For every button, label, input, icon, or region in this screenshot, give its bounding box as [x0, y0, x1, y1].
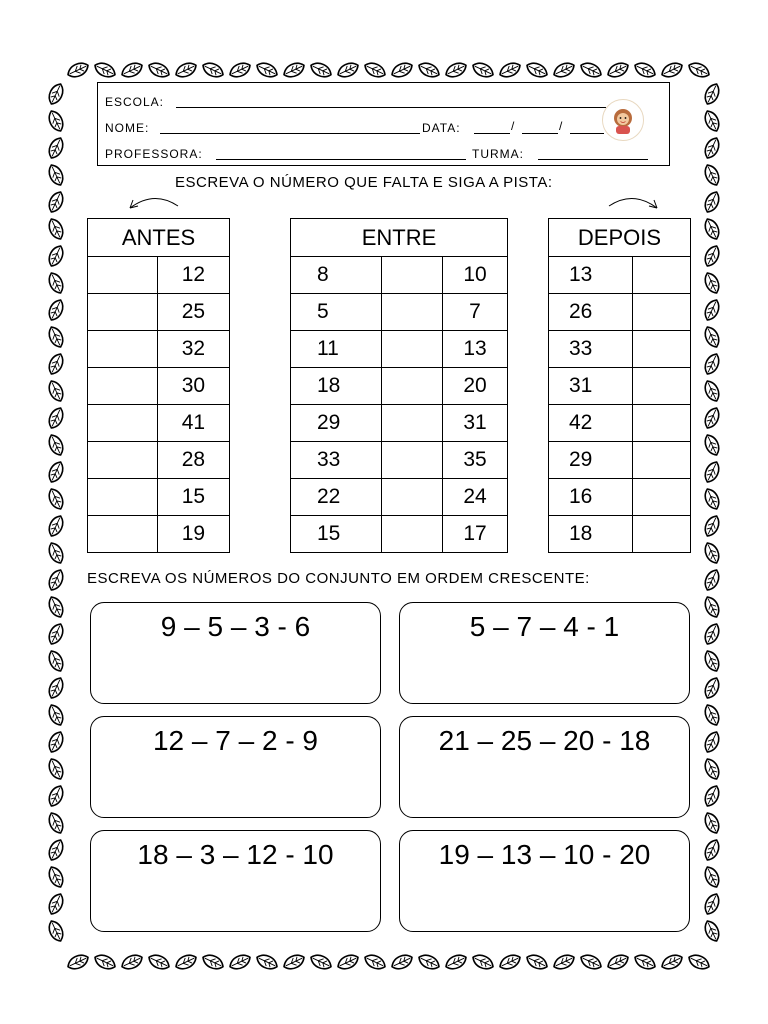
leaf-icon: [119, 60, 144, 80]
leaf-icon: [702, 675, 722, 700]
depois-row: [549, 368, 691, 405]
antes-number: 32: [157, 331, 229, 368]
entre-answer-cell[interactable]: [381, 294, 442, 331]
leaf-icon: [335, 952, 360, 972]
antes-row: [88, 442, 230, 479]
leaf-icon: [659, 60, 684, 80]
depois-row: [549, 516, 691, 553]
leaf-icon: [227, 60, 252, 80]
leaf-icon: [46, 702, 66, 727]
leaf-icon: [46, 783, 66, 808]
antes-number: 30: [157, 368, 229, 405]
leaf-icon: [702, 729, 722, 754]
depois-title: DEPOIS: [549, 219, 691, 257]
antes-title: ANTES: [88, 219, 230, 257]
entre-first-number: 11: [291, 331, 382, 368]
antes-number: 41: [157, 405, 229, 442]
leaf-icon: [92, 952, 117, 972]
depois-answer-cell[interactable]: [632, 479, 690, 516]
leaf-icon: [146, 60, 171, 80]
antes-row: [88, 516, 230, 553]
antes-answer-cell[interactable]: [88, 331, 158, 368]
entre-first-number: 29: [291, 405, 382, 442]
data-label: DATA:: [422, 121, 461, 135]
antes-row: [88, 368, 230, 405]
data-sep-1: /: [511, 119, 516, 133]
leaf-icon: [46, 567, 66, 592]
depois-row: [549, 257, 691, 294]
nome-field[interactable]: [160, 133, 420, 134]
data-day-field[interactable]: [474, 133, 510, 134]
leaf-icon: [46, 270, 66, 295]
leaf-icon: [702, 756, 722, 781]
entre-row: [291, 331, 508, 368]
leaf-icon: [254, 60, 279, 80]
leaf-icon: [443, 952, 468, 972]
leaf-icon: [702, 702, 722, 727]
leaf-icon: [46, 540, 66, 565]
antes-table: [87, 218, 230, 553]
entre-second-number: 7: [443, 294, 508, 331]
leaf-icon: [497, 60, 522, 80]
antes-answer-cell[interactable]: [88, 294, 158, 331]
instruction-missing-number: ESCREVA O NÚMERO QUE FALTA E SIGA A PISTA:: [175, 174, 553, 191]
antes-answer-cell[interactable]: [88, 442, 158, 479]
depois-answer-cell[interactable]: [632, 442, 690, 479]
depois-answer-cell[interactable]: [632, 294, 690, 331]
entre-first-number: 22: [291, 479, 382, 516]
antes-row: [88, 331, 230, 368]
instruction-ascending-order: ESCREVA OS NÚMEROS DO CONJUNTO EM ORDEM CRESCENTE:: [87, 570, 590, 587]
antes-answer-cell[interactable]: [88, 479, 158, 516]
leaf-icon: [46, 405, 66, 430]
leaf-icon: [46, 594, 66, 619]
leaf-icon: [46, 135, 66, 160]
entre-second-number: 24: [443, 479, 508, 516]
antes-answer-cell[interactable]: [88, 405, 158, 442]
leaf-icon: [443, 60, 468, 80]
depois-row: [549, 331, 691, 368]
entre-first-number: 33: [291, 442, 382, 479]
set-box-6[interactable]: [399, 830, 690, 932]
set-numbers-6: 19 – 13 – 10 - 20: [438, 839, 651, 870]
antes-answer-cell[interactable]: [88, 257, 158, 294]
depois-table: [548, 218, 691, 553]
professora-label: PROFESSORA:: [105, 147, 203, 161]
entre-answer-cell[interactable]: [381, 331, 442, 368]
leaf-icon: [46, 810, 66, 835]
arrow-left-icon: [120, 192, 182, 218]
leaf-icon: [702, 486, 722, 511]
leaf-icon: [632, 952, 657, 972]
data-sep-2: /: [559, 119, 564, 133]
leaf-icon: [227, 952, 252, 972]
depois-number: 18: [549, 516, 633, 553]
leaf-icon: [46, 648, 66, 673]
leaf-icon: [46, 81, 66, 106]
leaf-icon: [702, 432, 722, 457]
set-numbers-3: 12 – 7 – 2 - 9: [152, 725, 318, 756]
antes-number: 15: [157, 479, 229, 516]
depois-row: [549, 479, 691, 516]
leaf-icon: [702, 648, 722, 673]
entre-row: [291, 442, 508, 479]
entre-answer-cell[interactable]: [381, 257, 442, 294]
depois-row: [549, 405, 691, 442]
leaf-icon: [46, 621, 66, 646]
leaf-icon: [702, 243, 722, 268]
depois-row: [549, 294, 691, 331]
entre-row: [291, 368, 508, 405]
leaf-icon: [702, 351, 722, 376]
entre-row: [291, 294, 508, 331]
set-numbers-4: 21 – 25 – 20 - 18: [438, 725, 651, 756]
leaf-icon: [702, 621, 722, 646]
leaf-icon: [702, 108, 722, 133]
leaf-icon: [702, 378, 722, 403]
antes-row: [88, 479, 230, 516]
depois-number: 26: [549, 294, 633, 331]
entre-answer-cell[interactable]: [381, 479, 442, 516]
leaf-icon: [416, 952, 441, 972]
leaf-icon: [702, 594, 722, 619]
leaf-icon: [46, 513, 66, 538]
leaf-icon: [46, 756, 66, 781]
leaf-icon: [470, 60, 495, 80]
entre-title: ENTRE: [291, 219, 508, 257]
leaf-icon: [702, 81, 722, 106]
leaf-icon: [702, 135, 722, 160]
depois-number: 31: [549, 368, 633, 405]
depois-answer-cell[interactable]: [632, 516, 690, 553]
leaf-icon: [702, 891, 722, 916]
leaf-icon: [389, 60, 414, 80]
leaf-icon: [702, 567, 722, 592]
leaf-icon: [200, 60, 225, 80]
leaf-icon: [389, 952, 414, 972]
antes-row: [88, 294, 230, 331]
leaf-icon: [46, 351, 66, 376]
leaf-icon: [173, 60, 198, 80]
leaf-icon: [46, 297, 66, 322]
depois-answer-cell[interactable]: [632, 405, 690, 442]
depois-answer-cell[interactable]: [632, 331, 690, 368]
entre-second-number: 20: [443, 368, 508, 405]
leaf-icon: [46, 837, 66, 862]
entre-answer-cell[interactable]: [381, 405, 442, 442]
set-box-2[interactable]: [399, 602, 690, 704]
entre-row: [291, 516, 508, 553]
leaf-icon: [702, 297, 722, 322]
leaf-icon: [686, 952, 711, 972]
depois-number: 42: [549, 405, 633, 442]
leaf-icon: [702, 162, 722, 187]
leaf-icon: [702, 189, 722, 214]
leaf-icon: [702, 783, 722, 808]
leaf-icon: [578, 952, 603, 972]
leaf-icon: [551, 60, 576, 80]
turma-label: TURMA:: [472, 147, 524, 161]
leaf-icon: [659, 952, 684, 972]
leaf-icon: [46, 243, 66, 268]
depois-number: 33: [549, 331, 633, 368]
leaf-icon: [362, 952, 387, 972]
leaf-icon: [702, 216, 722, 241]
entre-second-number: 10: [443, 257, 508, 294]
leaf-icon: [46, 729, 66, 754]
leaf-icon: [46, 378, 66, 403]
leaf-icon: [254, 952, 279, 972]
data-year-field[interactable]: [570, 133, 604, 134]
leaf-icon: [605, 60, 630, 80]
antes-answer-cell[interactable]: [88, 368, 158, 405]
leaf-icon: [46, 918, 66, 943]
leaf-icon: [605, 952, 630, 972]
entre-first-number: 5: [291, 294, 382, 331]
leaf-icon: [702, 405, 722, 430]
entre-second-number: 13: [443, 331, 508, 368]
antes-number: 25: [157, 294, 229, 331]
depois-number: 13: [549, 257, 633, 294]
leaf-icon: [46, 216, 66, 241]
leaf-icon: [46, 108, 66, 133]
leaf-icon: [46, 459, 66, 484]
entre-first-number: 8: [291, 257, 382, 294]
data-month-field[interactable]: [522, 133, 558, 134]
leaf-icon: [686, 60, 711, 80]
leaf-icon: [65, 952, 90, 972]
set-box-5[interactable]: [90, 830, 381, 932]
leaf-icon: [702, 918, 722, 943]
entre-second-number: 17: [443, 516, 508, 553]
entre-first-number: 18: [291, 368, 382, 405]
entre-answer-cell[interactable]: [381, 368, 442, 405]
antes-row: [88, 405, 230, 442]
leaf-icon: [702, 270, 722, 295]
leaf-icon: [702, 459, 722, 484]
set-box-3[interactable]: [90, 716, 381, 818]
leaf-icon: [702, 540, 722, 565]
antes-number: 28: [157, 442, 229, 479]
leaf-icon: [702, 324, 722, 349]
leaf-icon: [281, 952, 306, 972]
escola-label: ESCOLA:: [105, 95, 165, 109]
turma-field[interactable]: [538, 159, 648, 160]
entre-row: [291, 257, 508, 294]
leaf-icon: [46, 189, 66, 214]
entre-answer-cell[interactable]: [381, 516, 442, 553]
nome-label: NOME:: [105, 121, 150, 135]
leaf-icon: [632, 60, 657, 80]
escola-field[interactable]: [176, 107, 606, 108]
entre-first-number: 15: [291, 516, 382, 553]
depois-answer-cell[interactable]: [632, 257, 690, 294]
leaf-icon: [551, 952, 576, 972]
leaf-icon: [362, 60, 387, 80]
entre-table: [290, 218, 508, 553]
leaf-icon: [702, 513, 722, 538]
entre-second-number: 35: [443, 442, 508, 479]
entre-answer-cell[interactable]: [381, 442, 442, 479]
leaf-icon: [335, 60, 360, 80]
antes-row: [88, 257, 230, 294]
leaf-icon: [46, 162, 66, 187]
set-numbers-5: 18 – 3 – 12 - 10: [137, 839, 334, 870]
professora-field[interactable]: [216, 159, 466, 160]
leaf-icon: [578, 60, 603, 80]
leaf-icon: [119, 952, 144, 972]
set-numbers-1: 9 – 5 – 3 - 6: [160, 611, 311, 642]
leaf-icon: [702, 810, 722, 835]
leaf-icon: [46, 432, 66, 457]
leaf-icon: [702, 837, 722, 862]
depois-row: [549, 442, 691, 479]
logo-image: [602, 99, 644, 141]
leaf-icon: [497, 952, 522, 972]
set-box-1[interactable]: [90, 602, 381, 704]
entre-row: [291, 479, 508, 516]
depois-answer-cell[interactable]: [632, 368, 690, 405]
depois-number: 29: [549, 442, 633, 479]
leaf-icon: [46, 864, 66, 889]
leaf-icon: [308, 60, 333, 80]
leaf-icon: [46, 324, 66, 349]
leaf-icon: [524, 60, 549, 80]
set-box-4[interactable]: [399, 716, 690, 818]
leaf-icon: [46, 675, 66, 700]
leaf-icon: [281, 60, 306, 80]
leaf-icon: [416, 60, 441, 80]
antes-number: 19: [157, 516, 229, 553]
leaf-icon: [173, 952, 198, 972]
leaf-icon: [146, 952, 171, 972]
leaf-icon: [470, 952, 495, 972]
depois-number: 16: [549, 479, 633, 516]
leaf-icon: [308, 952, 333, 972]
leaf-icon: [92, 60, 117, 80]
leaf-icon: [65, 60, 90, 80]
leaf-icon: [46, 891, 66, 916]
leaf-icon: [200, 952, 225, 972]
arrow-right-icon: [605, 192, 667, 218]
entre-second-number: 31: [443, 405, 508, 442]
leaf-icon: [524, 952, 549, 972]
leaf-icon: [46, 486, 66, 511]
set-numbers-2: 5 – 7 – 4 - 1: [469, 611, 620, 642]
antes-answer-cell[interactable]: [88, 516, 158, 553]
leaf-icon: [702, 864, 722, 889]
antes-number: 12: [157, 257, 229, 294]
entre-row: [291, 405, 508, 442]
